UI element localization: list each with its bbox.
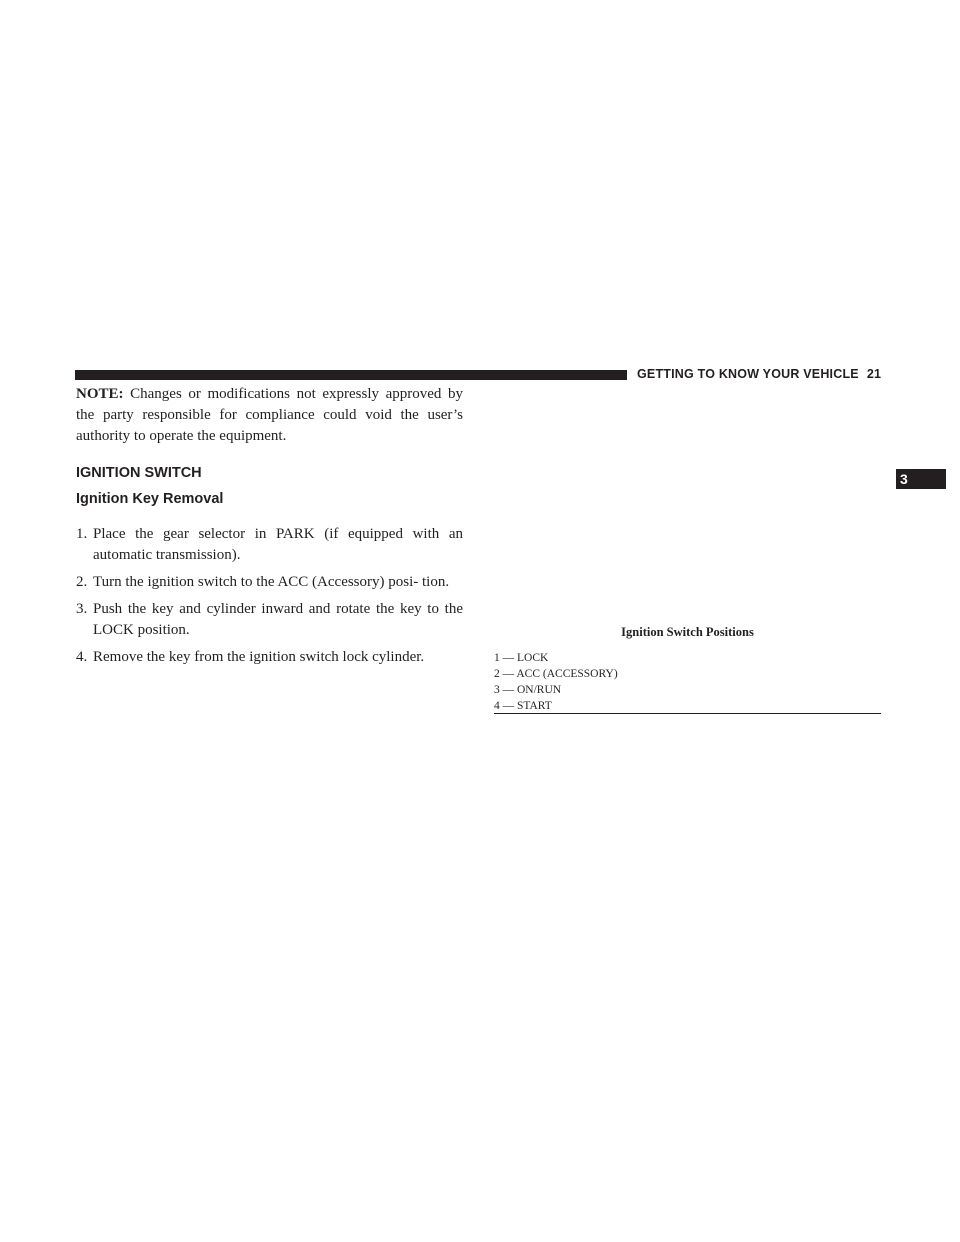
- main-column: [76, 384, 463, 665]
- ignition-figure: [494, 384, 881, 716]
- subsection-heading: Ignition Key Removal: [76, 491, 224, 507]
- step-text: Push the key and cylinder inward and rotate the key to the LOCK position.: [93, 601, 463, 638]
- list-item: [76, 572, 463, 593]
- figure-legend: [494, 650, 618, 714]
- chapter-tab: 3: [896, 469, 946, 489]
- note-paragraph: [76, 384, 463, 447]
- step-number: 2.: [76, 574, 88, 590]
- legend-item: 4 — START: [494, 700, 552, 712]
- list-item: [76, 524, 463, 566]
- step-number: 4.: [76, 649, 88, 665]
- step-number: 3.: [76, 601, 88, 617]
- section-title: GETTING TO KNOW YOUR VEHICLE: [637, 367, 859, 381]
- legend-item: 3 — ON/RUN: [494, 684, 562, 696]
- figure-rule: [494, 713, 881, 714]
- header-rule: [75, 370, 627, 380]
- legend-item: 2 — ACC (ACCESSORY): [494, 668, 618, 680]
- step-text: Turn the ignition switch to the ACC (Accessory) posi- tion.: [93, 574, 450, 590]
- note-label: NOTE:: [76, 386, 124, 402]
- section-heading: IGNITION SWITCH: [76, 465, 202, 481]
- list-item: [76, 599, 463, 641]
- running-header: [637, 367, 881, 381]
- list-item: [76, 647, 463, 668]
- note-text: Changes or modifications not expressly approved by the party responsible for compliance could void the user’s authority to operate the equipment.: [76, 386, 463, 444]
- figure-caption: Ignition Switch Positions: [621, 625, 754, 639]
- step-text: Remove the key from the ignition switch lock cylinder.: [93, 649, 425, 665]
- page-number: 21: [866, 367, 882, 381]
- step-number: 1.: [76, 526, 88, 542]
- steps-list: [76, 524, 463, 674]
- step-text: Place the gear selector in PARK (if equipped with an automatic transmission).: [93, 526, 463, 563]
- legend-item: 1 — LOCK: [494, 652, 549, 664]
